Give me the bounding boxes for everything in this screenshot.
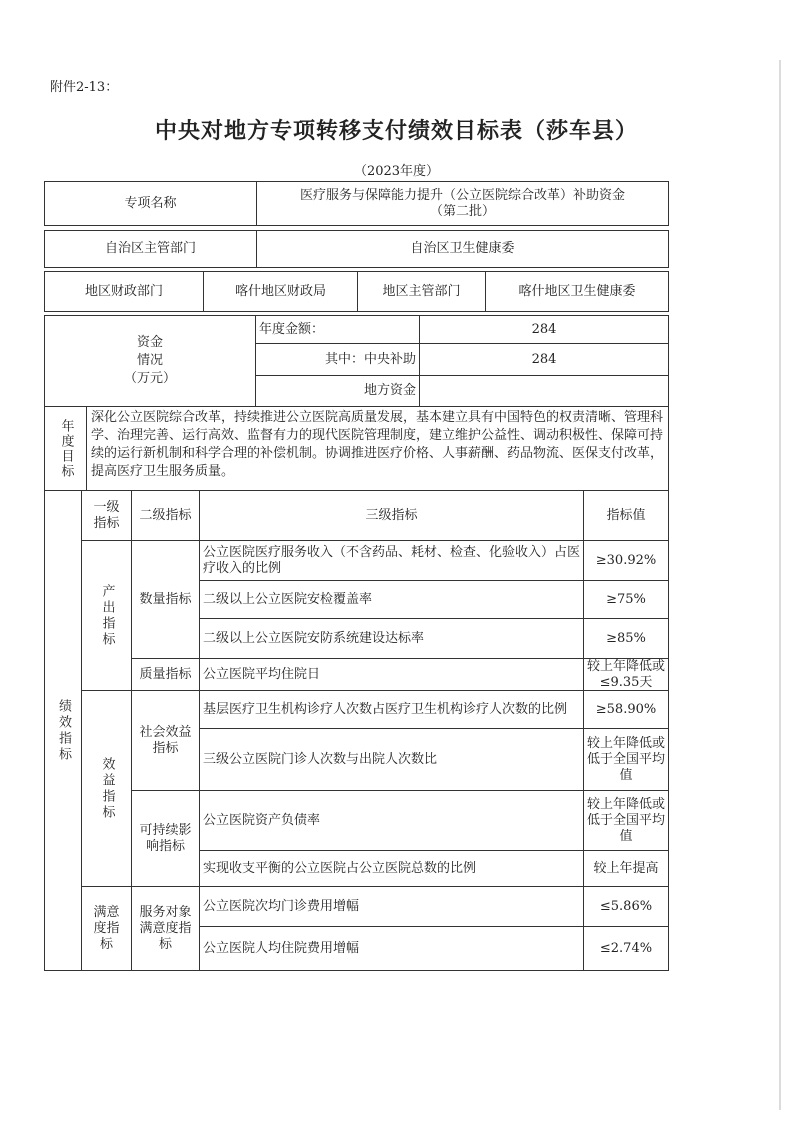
dept-label: 自治区主管部门 [45,231,257,267]
quality-indicator-label: 质量指标 [132,659,200,691]
indicator-value: 较上年提高 [584,851,668,887]
indicator-value: ≥75% [584,581,668,619]
indicator-name: 二级以上公立医院安防系统建设达标率 [200,619,584,659]
central-label: 其中：中央补助 [256,344,420,376]
output-indicator-label: 产出指标 [82,541,132,691]
finance-label: 地区财政部门 [45,272,204,311]
year-label: （2023年度） [353,164,440,179]
funds-label [45,316,256,406]
goal-text: 深化公立医院综合改革，持续推进公立医院高质量发展，基本建立具有中国特色的权责清晰、管理科学、治理完善、运行高效、监督有力的现代医院管理制度，建立维护公益性、调动积极性、保障可持续的运行新机制和科学合理的补偿机制。协调推进医疗价格、人事薪酬、药品物流、医保支付改革，提高医疗卫生服务质量。 [91,410,664,479]
funds-block [44,315,669,407]
annual-value: 284 [420,316,668,344]
project-name-label: 专项名称 [45,182,257,225]
finance-value: 喀什地区财政局 [204,272,358,311]
indicator-name: 三级公立医院门诊人次数与出院人次数比 [200,729,584,791]
finance-row [44,271,669,312]
social-benefit-label: 社会效益指标 [132,691,200,791]
funds-label-line1: 资金 [136,335,163,350]
indicator-value: 较上年降低或低于全国平均值 [584,791,668,851]
indicator-value: 较上年降低或≤9.35天 [584,659,668,691]
attachment-label: 附件2-13： [50,80,119,95]
dept-value: 自治区卫生健康委 [410,241,515,256]
col-level3-header: 三级指标 [200,491,584,541]
project-name-line1: 医疗服务与保障能力提升（公立医院综合改革）补助资金 [299,187,625,203]
funds-label-line3: （万元） [123,371,176,386]
local-value [420,376,668,406]
col-level1-header: 一级指标 [82,491,132,541]
col-value-header: 指标值 [584,491,668,541]
regional-label: 地区主管部门 [358,272,486,311]
indicator-name: 公立医院资产负债率 [200,791,584,851]
central-value: 284 [420,344,668,376]
indicator-name: 公立医院次均门诊费用增幅 [200,887,584,927]
scan-edge [779,60,781,1110]
page-title: 中央对地方专项转移支付绩效目标表（莎车县） [154,118,638,144]
indicator-name: 公立医院人均住院费用增幅 [200,927,584,970]
local-label: 地方资金 [256,376,420,406]
indicators-block [44,491,669,971]
indicator-value: ≤2.74% [599,940,653,956]
indicator-value: 较上年降低或低于全国平均值 [584,729,668,791]
indicator-value: ≥58.90% [584,691,668,729]
annual-label: 年度金额： [256,316,420,344]
indicator-value: ≤5.86% [584,887,668,927]
indicators-section-label: 绩效指标 [45,491,82,970]
indicator-name: 公立医院医疗服务收入（不含药品、耗材、检查、化验收入）占医疗收入的比例 [200,541,584,581]
goal-block [44,407,669,491]
goal-label: 年度目标 [45,407,87,490]
quantity-indicator-label: 数量指标 [132,541,200,659]
service-satisfaction-label: 服务对象满意度指标 [132,887,200,970]
indicator-name: 实现收支平衡的公立医院占公立医院总数的比例 [200,851,584,887]
project-name-value [257,182,668,225]
indicator-name: 公立医院平均住院日 [200,659,584,691]
sustainable-impact-label: 可持续影响指标 [132,791,200,887]
funds-label-line2: 情况 [136,353,163,368]
indicator-name: 基层医疗卫生机构诊疗人次数占医疗卫生机构诊疗人次数的比例 [200,691,584,729]
col-level2-header: 二级指标 [132,491,200,541]
indicator-value: ≥85% [584,619,668,659]
dept-row [44,230,669,268]
regional-value: 喀什地区卫生健康委 [518,283,636,299]
indicator-name: 二级以上公立医院安检覆盖率 [200,581,584,619]
project-name-row [44,181,669,226]
benefit-indicator-label: 效益指标 [82,691,132,887]
project-name-line2: （第二批） [429,203,495,219]
satisfaction-indicator-label: 满意度指标 [82,887,132,970]
indicator-value: ≥30.92% [584,541,668,581]
